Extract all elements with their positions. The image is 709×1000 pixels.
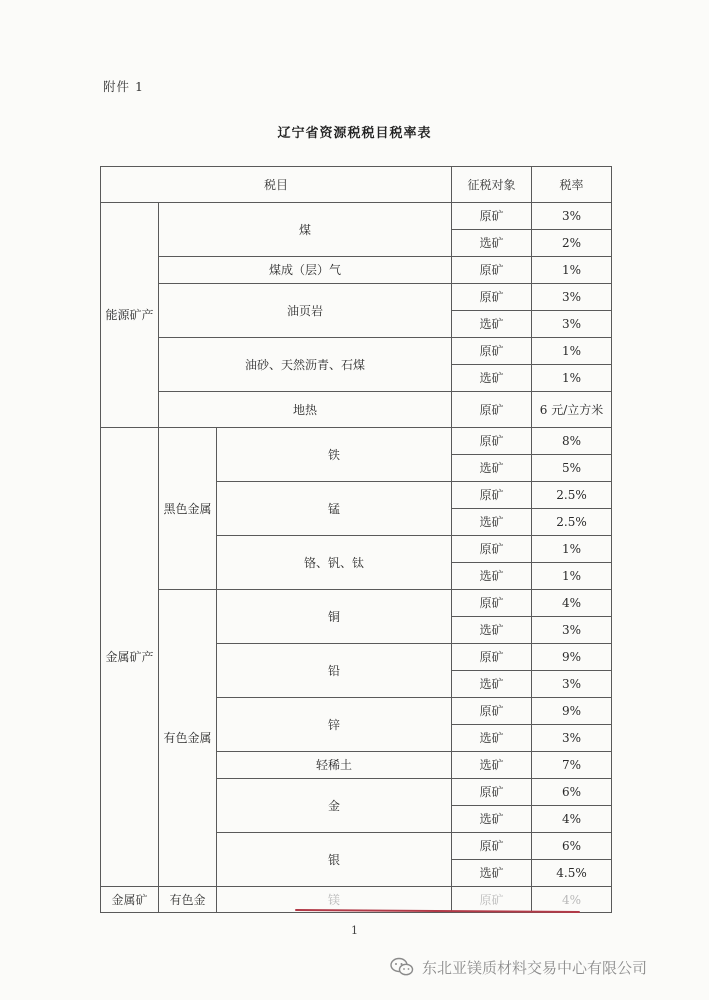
rate-cell: 4% [532, 590, 612, 617]
ore-type-cell: 原矿 [452, 887, 532, 913]
ore-type-cell: 选矿 [452, 860, 532, 887]
rate-cell: 3% [532, 671, 612, 698]
header-row [101, 167, 612, 203]
rate-cell: 1% [532, 365, 612, 392]
table-row [101, 590, 612, 617]
ore-type-cell: 选矿 [452, 806, 532, 833]
rate-cell: 3% [532, 725, 612, 752]
ore-type-cell: 选矿 [452, 230, 532, 257]
item-coal: 煤 [159, 203, 452, 257]
ore-type-cell: 原矿 [452, 482, 532, 509]
subcategory-nonferrous-continued: 有色金 [159, 887, 217, 913]
ore-type-cell: 原矿 [452, 392, 532, 428]
ore-type-cell: 选矿 [452, 752, 532, 779]
rate-cell: 3% [532, 284, 612, 311]
ore-type-cell: 选矿 [452, 509, 532, 536]
ore-type-cell: 原矿 [452, 428, 532, 455]
item-zinc: 锌 [217, 698, 452, 752]
ore-type-cell: 选矿 [452, 725, 532, 752]
ore-type-cell: 选矿 [452, 617, 532, 644]
item-chromium-vanadium-titanium: 铬、钒、钛 [217, 536, 452, 590]
page-number: 1 [351, 924, 358, 937]
category-metal-continued: 金属矿 [101, 887, 159, 913]
ore-type-cell: 选矿 [452, 311, 532, 338]
rate-cell: 1% [532, 536, 612, 563]
rate-cell: 9% [532, 644, 612, 671]
table-row [101, 257, 612, 284]
rate-cell: 7% [532, 752, 612, 779]
item-gold: 金 [217, 779, 452, 833]
table-row [101, 392, 612, 428]
table-row [101, 284, 612, 311]
item-iron: 铁 [217, 428, 452, 482]
header-item: 税目 [101, 167, 452, 203]
rate-cell: 4% [532, 887, 612, 913]
ore-type-cell: 原矿 [452, 284, 532, 311]
tax-rate-table [100, 166, 612, 913]
item-oil-shale: 油页岩 [159, 284, 452, 338]
ore-type-cell: 原矿 [452, 257, 532, 284]
item-geothermal: 地热 [159, 392, 452, 428]
rate-cell: 1% [532, 338, 612, 365]
table-row [101, 338, 612, 365]
ore-type-cell: 选矿 [452, 455, 532, 482]
ore-type-cell: 选矿 [452, 365, 532, 392]
table-row [101, 428, 612, 455]
ore-type-cell: 原矿 [452, 203, 532, 230]
ore-type-cell: 原矿 [452, 536, 532, 563]
document-title: 辽宁省资源税税目税率表 [277, 126, 432, 141]
rate-cell: 1% [532, 563, 612, 590]
watermark [390, 955, 647, 979]
rate-cell: 8% [532, 428, 612, 455]
rate-cell: 2% [532, 230, 612, 257]
ore-type-cell: 原矿 [452, 590, 532, 617]
subcategory-nonferrous: 有色金属 [159, 590, 217, 887]
table-row [101, 203, 612, 230]
rate-cell: 9% [532, 698, 612, 725]
ore-type-cell: 原矿 [452, 644, 532, 671]
ore-type-cell: 原矿 [452, 779, 532, 806]
rate-cell: 3% [532, 203, 612, 230]
item-coalbed-methane: 煤成（层）气 [159, 257, 452, 284]
ore-type-cell: 选矿 [452, 563, 532, 590]
rate-cell: 2.5% [532, 482, 612, 509]
wechat-icon [390, 957, 414, 977]
category-metal: 金属矿产 [101, 428, 159, 887]
rate-cell: 4.5% [532, 860, 612, 887]
rate-cell: 6 元/立方米 [532, 392, 612, 428]
annex-label: 附件 1 [103, 79, 144, 94]
category-energy: 能源矿产 [101, 203, 159, 428]
watermark-text: 东北亚镁质材料交易中心有限公司 [422, 958, 648, 977]
ore-type-cell: 原矿 [452, 698, 532, 725]
rate-cell: 2.5% [532, 509, 612, 536]
rate-cell: 3% [532, 617, 612, 644]
subcategory-ferrous: 黑色金属 [159, 428, 217, 590]
rate-cell: 1% [532, 257, 612, 284]
item-magnesium: 镁 [217, 887, 452, 913]
ore-type-cell: 原矿 [452, 833, 532, 860]
header-rate: 税率 [532, 167, 612, 203]
item-silver: 银 [217, 833, 452, 887]
rate-cell: 6% [532, 833, 612, 860]
item-light-rare-earth: 轻稀土 [217, 752, 452, 779]
item-copper: 铜 [217, 590, 452, 644]
rate-cell: 3% [532, 311, 612, 338]
rate-cell: 4% [532, 806, 612, 833]
rate-cell: 6% [532, 779, 612, 806]
item-manganese: 锰 [217, 482, 452, 536]
item-lead: 铅 [217, 644, 452, 698]
ore-type-cell: 选矿 [452, 671, 532, 698]
item-oil-sand: 油砂、天然沥青、石煤 [159, 338, 452, 392]
rate-cell: 5% [532, 455, 612, 482]
header-object: 征税对象 [452, 167, 532, 203]
ore-type-cell: 原矿 [452, 338, 532, 365]
